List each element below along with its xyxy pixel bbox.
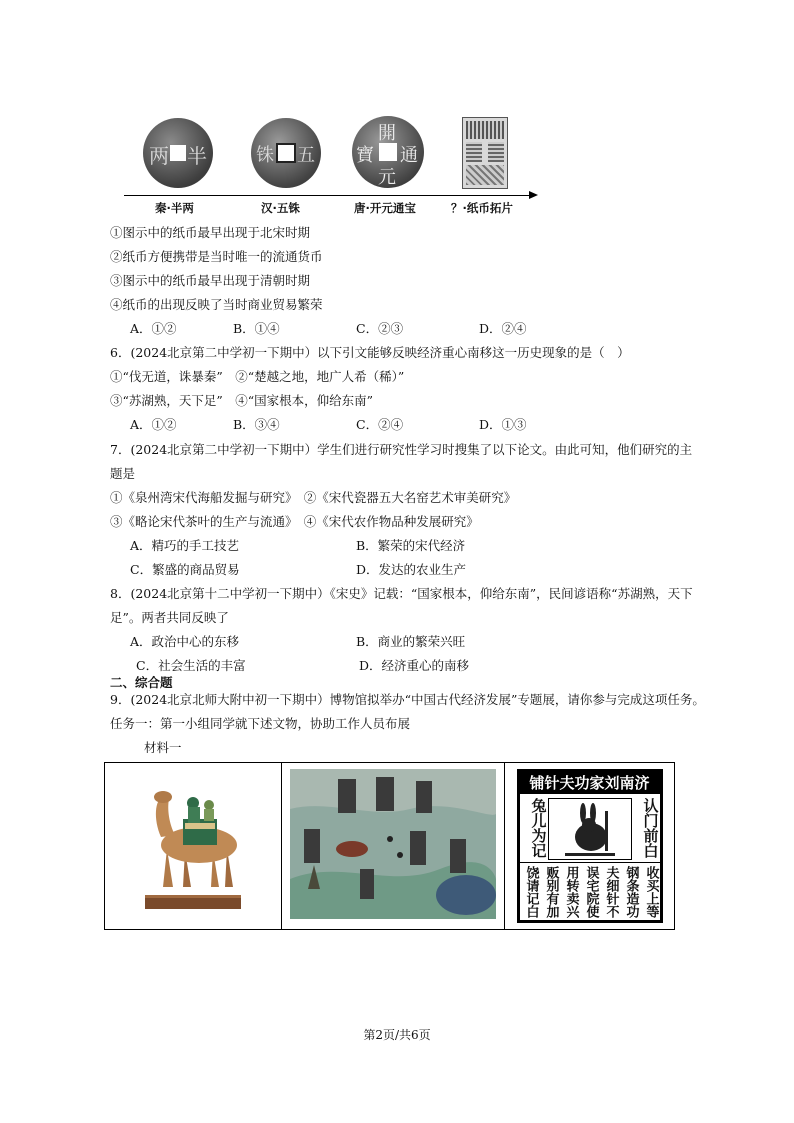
coin-char: 半 [187,144,207,168]
coin-char: 两 [149,144,169,168]
q7-option-b: B．繁荣的宋代经济 [356,538,466,553]
q6-row: ③“苏湖熟，天下足” ④“国家根本，仰给东南” [110,393,374,408]
rabbit-icon [549,799,631,859]
tang-sancai-camel-image [133,769,253,919]
ad-body-col: 钢条造功 [623,866,639,918]
coin-char: 寶 [356,145,374,166]
coin-char: 通 [400,145,418,166]
q7-option-c: C．繁盛的商品贸易 [130,562,240,577]
page-number: 第2页/共6页 [363,1028,431,1042]
ad-body-col: 误宅院使 [583,866,599,918]
timeline-label: 汉·五铢 [261,201,300,215]
q5-option-c: C．②③ [356,321,404,336]
coin-char: 元 [378,167,396,188]
ad-body [524,865,658,919]
coin-char: 開 [378,123,396,144]
q7-stem: 7．(2024北京第二中学初一下期中）学生们进行研究性学习时搜集了以下论文。由此可知，他们研究的主 [110,442,693,457]
needle-shop-ad-cell [505,763,675,930]
q8-stem: 8．(2024北京第十二中学初一下期中）《宋史》记载：“国家根本，仰给东南”，民间谚语称“苏湖熟，天下 [110,586,693,601]
paper-money-rubbing [462,117,508,189]
coin-banliang [143,118,213,188]
q8-stem-cont: 足”。两者共同反映了 [110,610,229,625]
ad-body-col: 贩别有加 [543,866,559,918]
q5-statement: ④纸币的出现反映了当时商业贸易繁荣 [110,297,323,312]
q5-statement: ①图示中的纸币最早出现于北宋时期 [110,225,311,240]
ad-header: 济南刘家功夫针铺 [520,772,660,794]
q7-stem-cont: 题是 [110,466,136,481]
rabbit-emblem [548,798,632,860]
ad-body-col: 饶请记白 [523,866,539,918]
timeline-arrow-head [529,191,538,199]
q8-option-b: B．商业的繁荣兴旺 [356,634,466,649]
q7-option-a: A．精巧的手工技艺 [130,538,240,553]
coin-wuzhu [251,118,321,188]
timeline-label: ？·纸币拓片 [451,201,513,215]
q7-row: ①《泉州湾宋代海船发掘与研究》 ②《宋代瓷器五大名窑艺术审美研究》 [110,490,517,505]
needle-shop-ad [517,769,663,923]
q6-stem: 6．(2024北京第二中学初一下期中）以下引文能够反映经济重心南移这一历史现象的是（ ） [110,345,630,360]
ad-body-col: 收买上等 [643,866,659,918]
q5-statement: ③图示中的纸币最早出现于清朝时期 [110,273,311,288]
q7-row: ③《略论宋代茶叶的生产与流通》 ④《宋代农作物品种发展研究》 [110,514,479,529]
q5-statement: ②纸币方便携带是当时唯一的流通货币 [110,249,323,264]
timeline-arrow-line [124,195,530,196]
mural-image [290,769,496,919]
q6-option-b: B．③④ [233,417,280,432]
mural-cell [282,763,505,930]
material-image-table [104,762,675,930]
ad-right-column: 认门前白 [641,798,660,858]
ad-divider [520,862,660,863]
timeline-label: 唐·开元通宝 [354,201,416,215]
q5-option-b: B．①④ [233,321,280,336]
q5-option-a: A．①② [130,321,177,336]
ad-left-column: 兔儿为记 [529,798,548,858]
material-label: 材料一 [144,740,182,755]
q6-option-d: D．①③ [479,417,527,432]
q8-option-c: C．社会生活的丰富 [136,658,246,673]
ad-body-col: 用转卖兴 [563,866,579,918]
timeline-label: 秦·半两 [155,201,194,215]
q7-option-d: D．发达的农业生产 [356,562,467,577]
q6-row: ①“伐无道，诛暴秦” ②“楚越之地，地广人希（稀）” [110,369,405,384]
coin-kaiyuan [352,116,424,188]
q9-task1: 任务一：第一小组同学就下述文物，协助工作人员布展 [110,716,411,731]
q9-stem: 9．(2024北京北师大附中初一下期中）博物馆拟举办“中国古代经济发展”专题展，请你参与完成这项任务。 [110,692,705,707]
q5-option-d: D．②④ [479,321,527,336]
ad-body-col: 夫细针不 [603,866,619,918]
q6-option-c: C．②④ [356,417,404,432]
coin-char: 铢 [256,145,274,166]
q8-option-a: A．政治中心的东移 [130,634,240,649]
q8-option-d: D．经济重心的南移 [359,658,470,673]
camel-figurine-cell [105,763,282,930]
section-heading: 二、综合题 [110,675,173,690]
coin-char: 五 [297,145,315,166]
q6-option-a: A．①② [130,417,177,432]
